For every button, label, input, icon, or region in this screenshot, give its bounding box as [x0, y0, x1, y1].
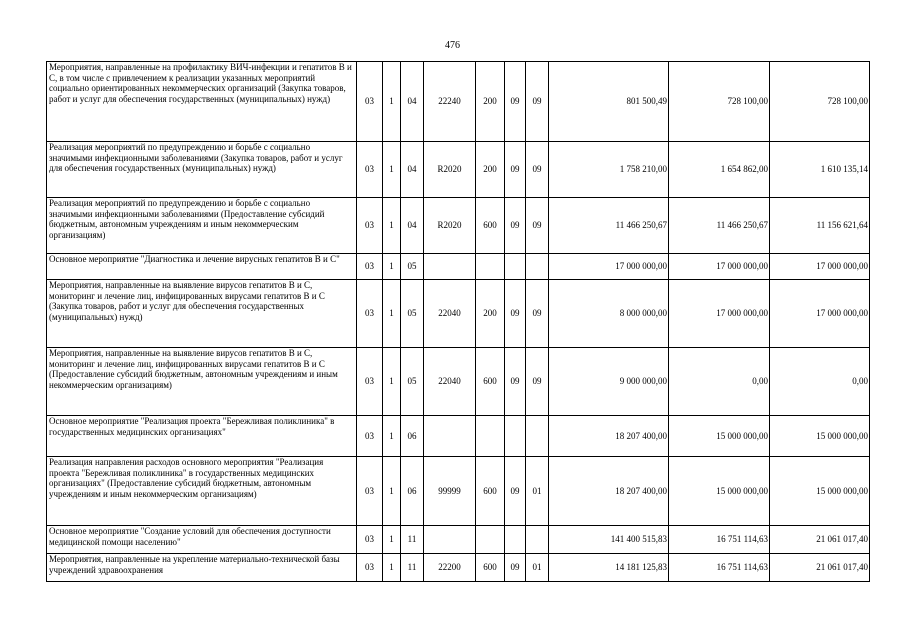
- code-cell: [476, 254, 505, 280]
- amount-cell: 18 207 400,00: [549, 416, 669, 457]
- amount-cell: 9 000 000,00: [549, 348, 669, 416]
- row-name: Мероприятия, направленные на укрепление материально-технической базы учреждений здравоохранения: [47, 554, 357, 582]
- code-cell: 03: [357, 254, 383, 280]
- code-cell: 200: [476, 280, 505, 348]
- code-cell: R2020: [424, 142, 476, 198]
- code-cell: 1: [383, 457, 401, 526]
- code-cell: 11: [401, 554, 424, 582]
- code-cell: R2020: [424, 198, 476, 254]
- page-number: 476: [445, 40, 460, 51]
- amount-cell: 16 751 114,63: [669, 526, 770, 554]
- code-cell: 22200: [424, 554, 476, 582]
- amount-cell: 0,00: [669, 348, 770, 416]
- code-cell: 04: [401, 198, 424, 254]
- table-row: [47, 416, 870, 457]
- code-cell: 05: [401, 280, 424, 348]
- code-cell: 03: [357, 62, 383, 142]
- code-cell: 22040: [424, 348, 476, 416]
- amount-cell: 17 000 000,00: [669, 254, 770, 280]
- table-row: [47, 554, 870, 582]
- table-row: [47, 198, 870, 254]
- code-cell: 04: [401, 62, 424, 142]
- code-cell: 200: [476, 62, 505, 142]
- code-cell: 1: [383, 348, 401, 416]
- code-cell: [476, 416, 505, 457]
- code-cell: 600: [476, 554, 505, 582]
- code-cell: 03: [357, 416, 383, 457]
- amount-cell: 1 654 862,00: [669, 142, 770, 198]
- code-cell: 1: [383, 280, 401, 348]
- amount-cell: 15 000 000,00: [770, 416, 870, 457]
- amount-cell: 15 000 000,00: [770, 457, 870, 526]
- amount-cell: 11 156 621,64: [770, 198, 870, 254]
- code-cell: 06: [401, 416, 424, 457]
- table-row: [47, 254, 870, 280]
- amount-cell: 15 000 000,00: [669, 457, 770, 526]
- code-cell: [424, 526, 476, 554]
- code-cell: 03: [357, 348, 383, 416]
- amount-cell: 11 466 250,67: [669, 198, 770, 254]
- table-row: [47, 280, 870, 348]
- amount-cell: 17 000 000,00: [770, 280, 870, 348]
- code-cell: 09: [526, 280, 549, 348]
- amount-cell: 21 061 017,40: [770, 526, 870, 554]
- code-cell: [505, 254, 526, 280]
- table-row: [47, 526, 870, 554]
- code-cell: 600: [476, 348, 505, 416]
- code-cell: 22040: [424, 280, 476, 348]
- amount-cell: 16 751 114,63: [669, 554, 770, 582]
- code-cell: 1: [383, 142, 401, 198]
- code-cell: 200: [476, 142, 505, 198]
- code-cell: 09: [526, 348, 549, 416]
- code-cell: 03: [357, 198, 383, 254]
- amount-cell: 0,00: [770, 348, 870, 416]
- code-cell: 11: [401, 526, 424, 554]
- table-row: [47, 142, 870, 198]
- code-cell: 600: [476, 457, 505, 526]
- code-cell: 09: [526, 62, 549, 142]
- code-cell: 600: [476, 198, 505, 254]
- code-cell: 22240: [424, 62, 476, 142]
- amount-cell: 728 100,00: [770, 62, 870, 142]
- code-cell: 09: [505, 280, 526, 348]
- amount-cell: 141 400 515,83: [549, 526, 669, 554]
- code-cell: 05: [401, 254, 424, 280]
- code-cell: 99999: [424, 457, 476, 526]
- amount-cell: 801 500,49: [549, 62, 669, 142]
- row-name: Реализация мероприятий по предупреждению и борьбе с социально значимыми инфекционными заболеваниями (Закупка товаров, работ и услуг для обеспечения государственных (муниципальных) нужд): [47, 142, 357, 198]
- code-cell: 09: [505, 348, 526, 416]
- budget-table: [46, 61, 870, 582]
- amount-cell: 21 061 017,40: [770, 554, 870, 582]
- code-cell: [505, 416, 526, 457]
- row-name: Основное мероприятие "Диагностика и лечение вирусных гепатитов В и С": [47, 254, 357, 280]
- code-cell: 09: [505, 62, 526, 142]
- code-cell: 05: [401, 348, 424, 416]
- amount-cell: 11 466 250,67: [549, 198, 669, 254]
- code-cell: [424, 254, 476, 280]
- code-cell: 03: [357, 142, 383, 198]
- code-cell: 09: [505, 554, 526, 582]
- code-cell: 09: [526, 198, 549, 254]
- amount-cell: 17 000 000,00: [549, 254, 669, 280]
- amount-cell: 17 000 000,00: [770, 254, 870, 280]
- code-cell: 01: [526, 554, 549, 582]
- code-cell: [526, 416, 549, 457]
- code-cell: 09: [505, 198, 526, 254]
- amount-cell: 18 207 400,00: [549, 457, 669, 526]
- code-cell: 1: [383, 198, 401, 254]
- code-cell: 04: [401, 142, 424, 198]
- code-cell: [526, 526, 549, 554]
- table-row: [47, 457, 870, 526]
- code-cell: [476, 526, 505, 554]
- amount-cell: 1 758 210,00: [549, 142, 669, 198]
- code-cell: [505, 526, 526, 554]
- amount-cell: 728 100,00: [669, 62, 770, 142]
- code-cell: 1: [383, 62, 401, 142]
- row-name: Мероприятия, направленные на профилактику ВИЧ-инфекции и гепатитов В и С, в том числе с привлечением к реализации указанных мероприятий социально ориентированных некоммерческих организаций (Закупка товаров, работ и услуг для обеспечения государственных (муниципальных) нужд): [47, 62, 357, 142]
- code-cell: 09: [505, 457, 526, 526]
- amount-cell: 15 000 000,00: [669, 416, 770, 457]
- code-cell: 03: [357, 457, 383, 526]
- amount-cell: 1 610 135,14: [770, 142, 870, 198]
- row-name: Мероприятия, направленные на выявление вирусов гепатитов В и С, мониторинг и лечение лиц, инфицированных вирусами гепатитов В и С (Закупка товаров, работ и услуг для обеспечения государственных (муниципальных) нужд): [47, 280, 357, 348]
- amount-cell: 14 181 125,83: [549, 554, 669, 582]
- row-name: Основное мероприятие "Реализация проекта "Бережливая поликлиника" в государственных медицинских организациях": [47, 416, 357, 457]
- code-cell: 1: [383, 526, 401, 554]
- code-cell: 09: [505, 142, 526, 198]
- amount-cell: 8 000 000,00: [549, 280, 669, 348]
- row-name: Основное мероприятие "Создание условий для обеспечения доступности медицинской помощи населению": [47, 526, 357, 554]
- code-cell: 03: [357, 554, 383, 582]
- row-name: Мероприятия, направленные на выявление вирусов гепатитов В и С, мониторинг и лечение лиц, инфицированных вирусами гепатитов В и С (Предоставление субсидий бюджетным, автономным учреждениям и иным некоммерческим организациям): [47, 348, 357, 416]
- code-cell: 1: [383, 554, 401, 582]
- code-cell: 09: [526, 142, 549, 198]
- table-row: [47, 62, 870, 142]
- code-cell: 1: [383, 254, 401, 280]
- row-name: Реализация мероприятий по предупреждению и борьбе с социально значимыми инфекционными заболеваниями (Предоставление субсидий бюджетным, автономным учреждениям и иным некоммерческим организациям): [47, 198, 357, 254]
- code-cell: 1: [383, 416, 401, 457]
- code-cell: 06: [401, 457, 424, 526]
- code-cell: [424, 416, 476, 457]
- code-cell: 03: [357, 526, 383, 554]
- code-cell: [526, 254, 549, 280]
- code-cell: 01: [526, 457, 549, 526]
- amount-cell: 17 000 000,00: [669, 280, 770, 348]
- code-cell: 03: [357, 280, 383, 348]
- row-name: Реализация направления расходов основного мероприятия "Реализация проекта "Бережливая поликлиника" в государственных медицинских организациях" (Предоставление субсидий бюджетным, автономным учреждениям и иным некоммерческим организациям): [47, 457, 357, 526]
- table-row: [47, 348, 870, 416]
